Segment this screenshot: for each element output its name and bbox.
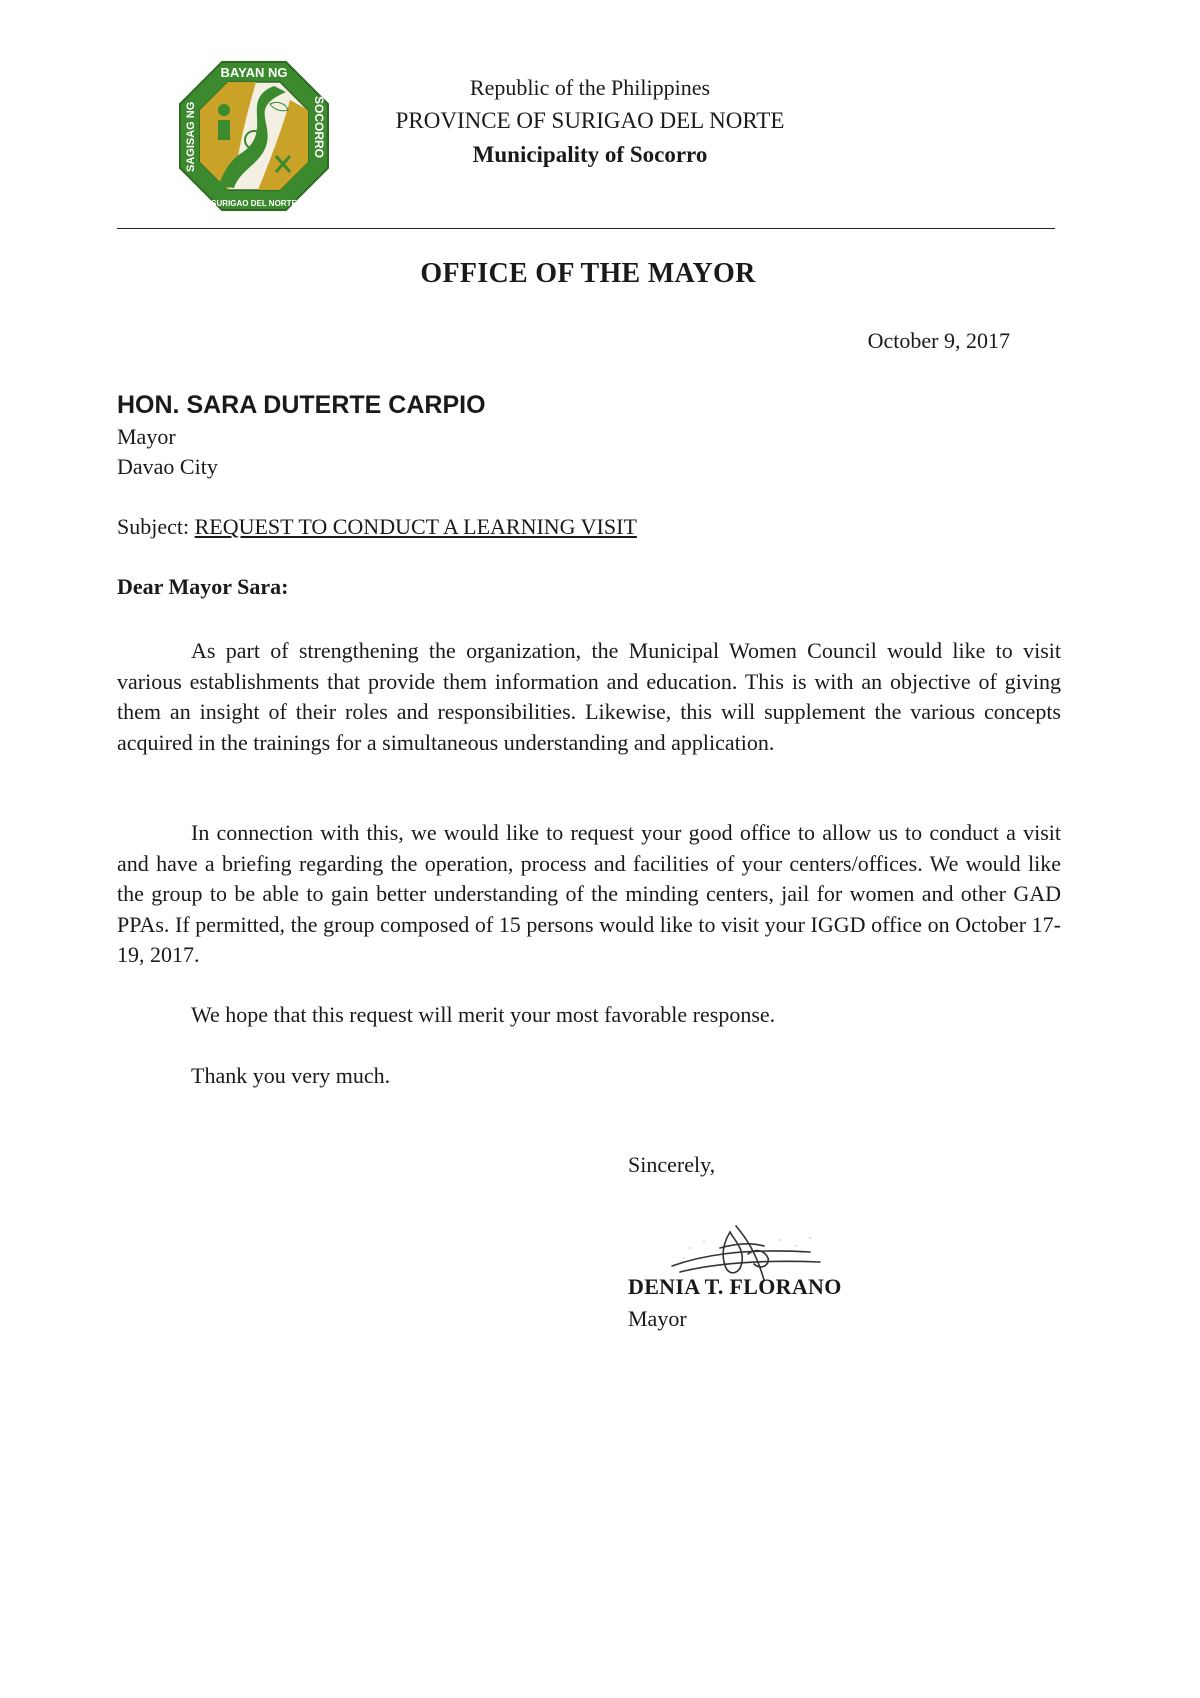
municipality-line: Municipality of Socorro (472, 142, 708, 167)
province-line: PROVINCE OF SURIGAO DEL NORTE (395, 108, 785, 133)
body-paragraph-2: In connection with this, we would like to request your good office to allow us to conduct a visit and have a briefing regarding the operation, process and facilities of your centers/offices. We would like the group to be able to gain better understanding of the minding centers, jail for women and other GAD PPAs. If permitted, the group composed of 15 persons would like to visit your IGGD office on October 17-19, 2017. (117, 820, 1061, 967)
republic-line: Republic of the Philippines (469, 75, 711, 100)
recipient-location: Davao City (117, 454, 218, 479)
recipient-title: Mayor (117, 424, 176, 449)
seal-right-text: SOCORRO (312, 96, 326, 159)
seal-bottom-text: SURIGAO DEL NORTE (211, 199, 297, 208)
body-paragraph-1: As part of strengthening the organization, the Municipal Women Council would like to visit various establishments that provide them information and education. This is with an objective of giving them an insight of their roles and responsibilities. Likewise, this will supplement the various concepts acquired in the trainings for a simultaneous understanding and application. (117, 638, 1061, 755)
recipient-block (117, 388, 1017, 482)
seal-left-text: SAGISAG NG (185, 101, 197, 172)
subject-line (117, 514, 637, 540)
letterhead-divider (117, 228, 1055, 229)
seal-top-text: BAYAN NG (220, 65, 288, 80)
recipient-name: HON. SARA DUTERTE CARPIO (117, 391, 486, 419)
letter-date: October 9, 2017 (867, 328, 1010, 353)
body-paragraph-3: We hope that this request will merit your most favorable response. (191, 1002, 776, 1027)
signer-title: Mayor (628, 1306, 687, 1331)
letterhead (330, 72, 850, 172)
subject-value: REQUEST TO CONDUCT A LEARNING VISIT (194, 514, 637, 539)
closing: Sincerely, (628, 1152, 716, 1177)
municipal-seal-logo (178, 60, 330, 212)
signer-name: DENIA T. FLORANO (628, 1274, 842, 1299)
subject-label: Subject: (117, 514, 195, 539)
office-title: OFFICE OF THE MAYOR (420, 258, 756, 289)
salutation: Dear Mayor Sara: (117, 574, 289, 599)
body-paragraph-4: Thank you very much. (191, 1063, 391, 1088)
